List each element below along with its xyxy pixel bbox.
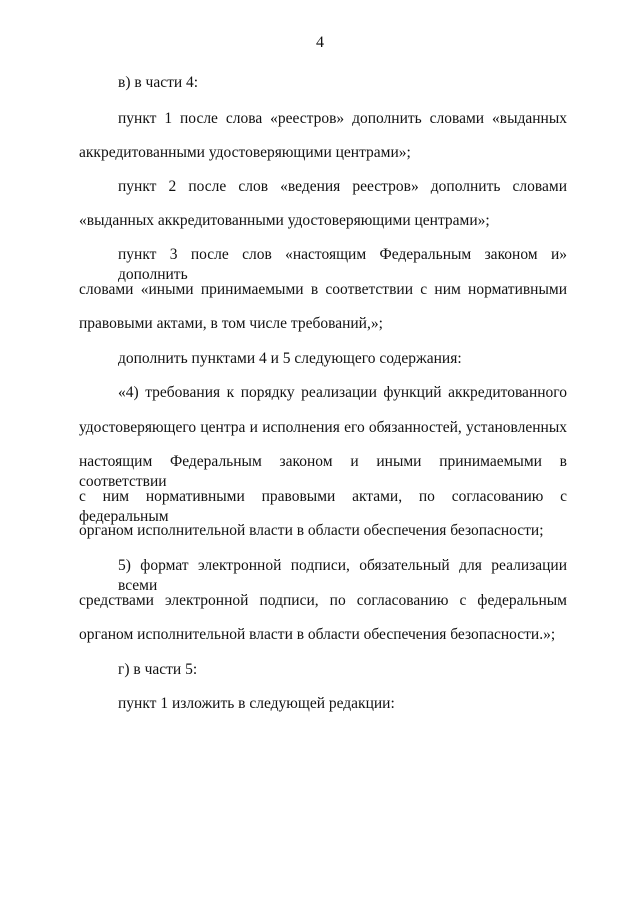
text-line: дополнить пунктами 4 и 5 следующего содержания: <box>118 350 462 367</box>
text-line: пункт 2 после слов «ведения реестров» дополнить словами <box>118 178 567 195</box>
text-line-subitem-g: г) в части 5: <box>118 661 198 678</box>
text-line: органом исполнительной власти в области обеспечения безопасности.»; <box>79 626 556 643</box>
text-line: с ним нормативными правовыми актами, по согласованию с федеральным <box>79 488 567 525</box>
text-line: словами «иными принимаемыми в соответствии с ним нормативными <box>79 281 567 298</box>
page-number: 4 <box>316 34 324 51</box>
text-line: 5) формат электронной подписи, обязательный для реализации всеми <box>118 557 567 594</box>
text-line: средствами электронной подписи, по согласованию с федеральным <box>79 592 567 609</box>
text-line: «4) требования к порядку реализации функций аккредитованного <box>118 384 567 401</box>
text-line: пункт 1 изложить в следующей редакции: <box>118 695 395 712</box>
text-line: пункт 3 после слов «настоящим Федеральным законом и» дополнить <box>118 246 567 283</box>
text-line: правовыми актами, в том числе требований,»; <box>79 315 383 332</box>
text-line: удостоверяющего центра и исполнения его обязанностей, установленных <box>79 419 567 436</box>
text-line: органом исполнительной власти в области обеспечения безопасности; <box>79 522 544 539</box>
text-line: настоящим Федеральным законом и иными принимаемыми в соответствии <box>79 453 567 490</box>
text-line: пункт 1 после слова «реестров» дополнить словами «выданных <box>118 110 567 127</box>
text-line: аккредитованными удостоверяющими центрами»; <box>79 144 411 161</box>
text-line: «выданных аккредитованными удостоверяющими центрами»; <box>79 212 490 229</box>
text-line-subitem-v: в) в части 4: <box>118 74 199 91</box>
